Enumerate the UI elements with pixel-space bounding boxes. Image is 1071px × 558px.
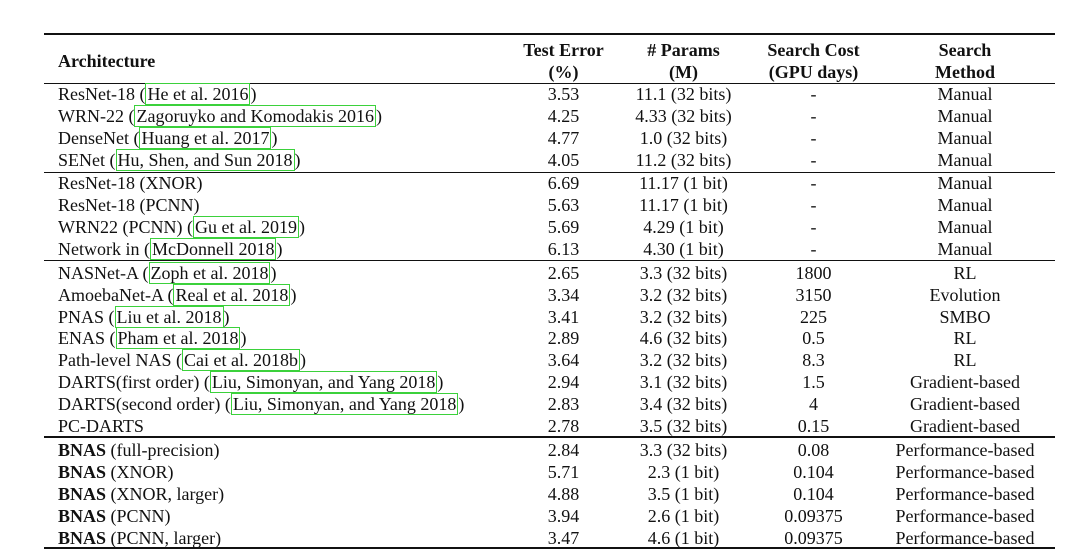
test-error-cell: 2.83 <box>547 394 580 415</box>
test-error-cell: 2.65 <box>547 262 580 283</box>
search-cost-cell: - <box>810 239 817 260</box>
citation-link[interactable]: Liu, Simonyan, and Yang 2018 <box>211 372 436 393</box>
citation-link[interactable]: Gu et al. 2019 <box>195 217 297 238</box>
search-cost-cell: 0.08 <box>797 439 830 460</box>
search-cost-cell: 0.5 <box>802 328 825 349</box>
params-cell: 3.5 (1 bit) <box>647 483 720 504</box>
search-method-cell: Manual <box>937 217 993 238</box>
test-error-cell: 5.69 <box>547 217 580 238</box>
top-rule <box>44 33 1055 35</box>
params-cell: 1.0 (32 bits) <box>639 127 728 148</box>
params-cell: 4.33 (32 bits) <box>635 105 732 126</box>
header-architecture: Architecture <box>58 51 156 71</box>
closing-paren: ) <box>437 372 444 393</box>
header-search-cost: Search Cost (GPU days) <box>767 40 860 82</box>
citation-link[interactable]: Liu et al. 2018 <box>116 306 222 327</box>
test-error-cell: 2.89 <box>547 328 580 349</box>
test-error-cell: 4.25 <box>547 105 580 126</box>
table-row <box>44 84 1055 106</box>
params-cell: 4.6 (1 bit) <box>647 527 720 548</box>
architecture-name: ResNet-18 (PCNN) <box>58 195 200 216</box>
closing-paren: ) <box>458 394 465 415</box>
table-row <box>44 128 1055 150</box>
test-error-cell: 4.88 <box>547 483 580 504</box>
table-row <box>44 328 1055 350</box>
architecture-name: SENet ( <box>58 149 116 170</box>
architecture-cell <box>58 372 443 394</box>
params-cell: 3.3 (32 bits) <box>639 439 728 460</box>
architecture-cell <box>58 173 202 195</box>
method-name: BNAS <box>58 527 107 548</box>
table-row <box>44 528 1055 550</box>
search-cost-cell: - <box>810 173 817 194</box>
search-method-cell: RL <box>953 328 977 349</box>
table-row <box>44 506 1055 528</box>
params-cell: 2.3 (1 bit) <box>647 461 720 482</box>
architecture-cell <box>58 307 230 329</box>
method-name: BNAS <box>58 505 107 526</box>
architecture-name: PC-DARTS <box>58 416 144 437</box>
architecture-name: PNAS ( <box>58 306 115 327</box>
citation-link[interactable]: Zagoruyko and Komodakis 2016 <box>136 105 374 126</box>
search-method-cell: RL <box>953 350 977 371</box>
search-cost-cell: 0.09375 <box>784 505 843 526</box>
table-row <box>44 372 1055 394</box>
params-cell: 3.2 (32 bits) <box>639 306 728 327</box>
architecture-cell <box>58 150 301 172</box>
closing-paren: ) <box>250 84 257 104</box>
architecture-name: AmoebaNet-A ( <box>58 284 174 305</box>
architecture-name: WRN22 (PCNN) ( <box>58 217 193 238</box>
search-method-cell: Manual <box>937 127 993 148</box>
search-cost-cell: - <box>810 127 817 148</box>
architecture-cell <box>58 394 464 416</box>
closing-paren: ) <box>294 149 301 170</box>
citation-link[interactable]: Liu, Simonyan, and Yang 2018 <box>232 394 457 415</box>
architecture-name: DARTS(second order) ( <box>58 394 231 415</box>
architecture-cell <box>58 528 221 550</box>
architecture-name: DenseNet ( <box>58 127 140 148</box>
closing-paren: ) <box>290 284 297 305</box>
citation-link[interactable]: Pham et al. 2018 <box>117 328 239 349</box>
table-row <box>44 217 1055 239</box>
search-method-cell: Performance-based <box>895 527 1035 548</box>
search-cost-cell: 0.104 <box>793 483 834 504</box>
search-method-cell: Manual <box>937 173 993 194</box>
architecture-name: WRN-22 ( <box>58 105 135 126</box>
citation-link[interactable]: Hu, Shen, and Sun 2018 <box>117 149 293 170</box>
search-cost-cell: 225 <box>800 306 827 327</box>
architecture-cell <box>58 263 276 285</box>
table-row <box>44 350 1055 372</box>
search-method-cell: Performance-based <box>895 461 1035 482</box>
search-method-cell: Manual <box>937 105 993 126</box>
architecture-name: DARTS(first order) ( <box>58 372 210 393</box>
architecture-name: (PCNN) <box>106 505 171 526</box>
table-row <box>44 307 1055 329</box>
params-cell: 3.2 (32 bits) <box>639 284 728 305</box>
citation-link[interactable]: Huang et al. 2017 <box>141 127 270 148</box>
architecture-name: Network in ( <box>58 239 150 260</box>
architecture-cell <box>58 462 174 484</box>
test-error-cell: 3.34 <box>547 284 580 305</box>
closing-paren: ) <box>271 127 278 148</box>
architecture-cell <box>58 440 219 462</box>
search-method-cell: Gradient-based <box>910 372 1020 393</box>
table-row <box>44 484 1055 506</box>
architecture-name: (XNOR, larger) <box>106 483 225 504</box>
params-cell: 11.2 (32 bits) <box>635 149 732 170</box>
architecture-cell <box>58 239 282 261</box>
header-search-method: Search Method <box>935 40 995 82</box>
architecture-cell <box>58 416 144 438</box>
architecture-name: NASNet-A ( <box>58 262 149 283</box>
citation-link[interactable]: Cai et al. 2018b <box>183 350 298 371</box>
search-cost-cell: 1800 <box>795 262 832 283</box>
table-row <box>44 263 1055 285</box>
search-cost-cell: - <box>810 84 817 104</box>
header-test-error: Test Error (%) <box>523 40 604 82</box>
search-method-cell: Performance-based <box>895 505 1035 526</box>
params-cell: 11.17 (1 bit) <box>639 173 728 194</box>
params-cell: 11.1 (32 bits) <box>635 84 732 104</box>
test-error-cell: 3.53 <box>547 84 580 104</box>
search-cost-cell: 0.104 <box>793 461 834 482</box>
search-cost-cell: - <box>810 149 817 170</box>
architecture-name: ResNet-18 (XNOR) <box>58 173 203 194</box>
test-error-cell: 4.05 <box>547 149 580 170</box>
test-error-cell: 6.69 <box>547 173 580 194</box>
closing-paren: ) <box>375 105 382 126</box>
table-row <box>44 285 1055 307</box>
architecture-name: Path-level NAS ( <box>58 350 182 371</box>
search-method-cell: SMBO <box>939 306 991 327</box>
header-params: # Params (M) <box>647 40 720 82</box>
table-row <box>44 416 1055 438</box>
architecture-cell <box>58 195 200 217</box>
params-cell: 2.6 (1 bit) <box>647 505 720 526</box>
search-cost-cell: 4 <box>809 394 818 415</box>
closing-paren: ) <box>223 306 230 327</box>
search-cost-cell: 8.3 <box>802 350 825 371</box>
method-name: BNAS <box>58 439 107 460</box>
architecture-name: ResNet-18 ( <box>58 84 146 104</box>
params-cell: 3.4 (32 bits) <box>639 394 728 415</box>
closing-paren: ) <box>240 328 247 349</box>
params-cell: 4.30 (1 bit) <box>643 239 724 260</box>
table-row <box>44 106 1055 128</box>
test-error-cell: 3.94 <box>547 505 580 526</box>
search-method-cell: Evolution <box>929 284 1001 305</box>
test-error-cell: 2.94 <box>547 372 580 393</box>
test-error-cell: 3.41 <box>547 306 580 327</box>
test-error-cell: 5.71 <box>547 461 580 482</box>
architecture-cell <box>58 506 171 528</box>
search-cost-cell: 0.15 <box>797 416 830 437</box>
architecture-cell <box>58 128 277 150</box>
architecture-name: ENAS ( <box>58 328 116 349</box>
closing-paren: ) <box>270 262 277 283</box>
params-cell: 11.17 (1 bit) <box>639 195 728 216</box>
table-row <box>44 173 1055 195</box>
closing-paren: ) <box>298 217 305 238</box>
params-cell: 3.5 (32 bits) <box>639 416 728 437</box>
test-error-cell: 3.47 <box>547 527 580 548</box>
params-cell: 3.2 (32 bits) <box>639 350 728 371</box>
architecture-name: (XNOR) <box>106 461 174 482</box>
test-error-cell: 2.78 <box>547 416 580 437</box>
search-method-cell: Performance-based <box>895 483 1035 504</box>
search-method-cell: RL <box>953 262 977 283</box>
citation-link[interactable]: He et al. 2016 <box>147 84 249 104</box>
search-cost-cell: - <box>810 105 817 126</box>
search-cost-cell: 3150 <box>795 284 832 305</box>
params-cell: 3.3 (32 bits) <box>639 262 728 283</box>
test-error-cell: 4.77 <box>547 127 580 148</box>
search-method-cell: Manual <box>937 84 993 104</box>
table-row <box>44 150 1055 172</box>
citation-link[interactable]: Zoph et al. 2018 <box>150 262 269 283</box>
test-error-cell: 2.84 <box>547 439 580 460</box>
architecture-name: (PCNN, larger) <box>106 527 222 548</box>
params-cell: 4.29 (1 bit) <box>643 217 724 238</box>
architecture-cell <box>58 84 256 106</box>
table-row <box>44 239 1055 261</box>
closing-paren: ) <box>276 239 283 260</box>
table-row <box>44 440 1055 462</box>
table-row <box>44 462 1055 484</box>
search-method-cell: Manual <box>937 195 993 216</box>
test-error-cell: 5.63 <box>547 195 580 216</box>
architecture-name: (full-precision) <box>106 439 220 460</box>
search-method-cell: Manual <box>937 149 993 170</box>
architecture-cell <box>58 484 224 506</box>
method-name: BNAS <box>58 461 107 482</box>
test-error-cell: 6.13 <box>547 239 580 260</box>
architecture-cell <box>58 285 296 307</box>
test-error-cell: 3.64 <box>547 350 580 371</box>
search-cost-cell: 0.09375 <box>784 527 843 548</box>
params-cell: 4.6 (32 bits) <box>639 328 728 349</box>
search-method-cell: Performance-based <box>895 439 1035 460</box>
architecture-cell <box>58 328 246 350</box>
search-method-cell: Gradient-based <box>910 394 1020 415</box>
architecture-cell <box>58 350 306 372</box>
search-method-cell: Gradient-based <box>910 416 1020 437</box>
closing-paren: ) <box>299 350 306 371</box>
search-method-cell: Manual <box>937 239 993 260</box>
architecture-cell <box>58 106 382 128</box>
search-cost-cell: - <box>810 195 817 216</box>
search-cost-cell: - <box>810 217 817 238</box>
table-row <box>44 195 1055 217</box>
method-name: BNAS <box>58 483 107 504</box>
citation-link[interactable]: McDonnell 2018 <box>151 239 275 260</box>
params-cell: 3.1 (32 bits) <box>639 372 728 393</box>
citation-link[interactable]: Real et al. 2018 <box>175 284 289 305</box>
architecture-cell <box>58 217 305 239</box>
table-row <box>44 394 1055 416</box>
search-cost-cell: 1.5 <box>802 372 825 393</box>
